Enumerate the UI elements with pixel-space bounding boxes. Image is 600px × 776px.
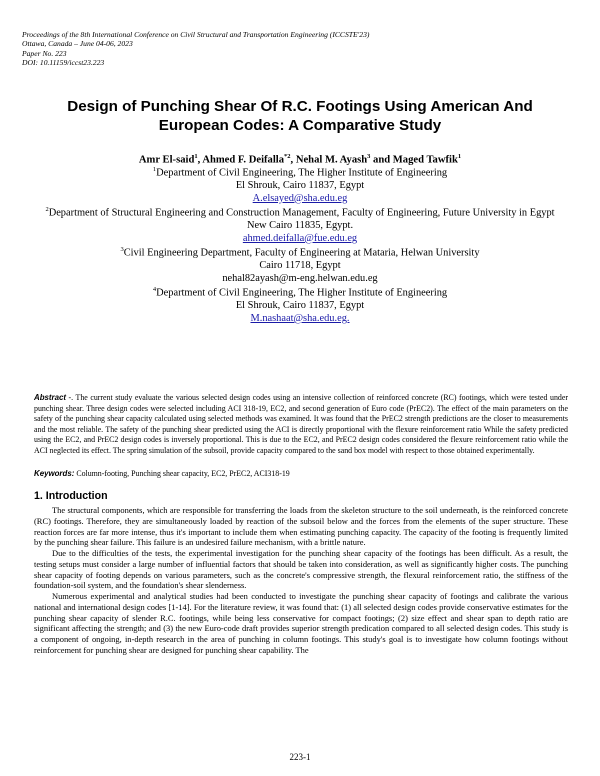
author-name: Amr El-said <box>138 154 195 166</box>
author-sup: 3 <box>367 153 371 160</box>
body-paragraph: The structural components, which are responsible for transferring the loads from the skeleton structure to the soil underneath, is the reinforced concrete (RC) footings. Therefore, they are simultaneously loaded by reaction of the subsoil below and the forces from the elements of the super structure. These reaction forces are far more intense, thus it's important to include them when estimating punching capacity. The capacity of the footing is frequently limited by the punching shear failure. This failure is an undesired failure mechanism, with a brittle nature. <box>34 505 568 548</box>
keywords-text: Column-footing, Punching shear capacity, EC2, PrEC2, ACI318-19 <box>76 469 290 478</box>
abstract <box>34 393 568 456</box>
page-number: 223-1 <box>289 752 311 762</box>
author-sup: 1 <box>457 153 462 160</box>
affiliation-4 <box>0 284 600 325</box>
section-body <box>34 505 568 656</box>
title-line-1: Design of Punching Shear Of R.C. Footings Using American And <box>67 98 533 115</box>
proceedings-header <box>22 30 582 68</box>
body-paragraph: Due to the difficulties of the tests, the experimental investigation for the punching shear capacity of the footings has been difficult. As a result, the testing setups must consider a large number of influential factors that should be taken into consideration, as well as significantly higher costs. The punching shear capacity of footing depends on various parameters, such as the concrete's compressive strength, the flexural reinforcement ratio, the stiffness of the foundation-soil system, and the foundation's shear slenderness. <box>34 548 568 591</box>
author-name: Ahmed F. Deifalla <box>202 154 285 166</box>
affiliation-line: Department of Structural Engineering and Construction Management, Faculty of Engineering, Future University in Egypt <box>48 207 555 219</box>
author-name: Maged Tawfik <box>392 154 458 166</box>
affiliation-3 <box>0 244 600 285</box>
affiliation-2 <box>0 204 600 245</box>
author-sep: and <box>370 154 393 166</box>
header-line-doi: DOI: 10.11159/iccst23.223 <box>22 58 105 68</box>
affiliation-1 <box>0 164 600 205</box>
email-link[interactable]: ahmed.deifalla@fue.edu.eg <box>242 232 358 244</box>
email-text[interactable]: nehal82ayash@m-eng.helwan.edu.eg <box>222 272 378 284</box>
affiliation-sup: 4 <box>152 286 157 293</box>
header-line-location: Ottawa, Canada – June 04-06, 2023 <box>22 39 133 49</box>
affiliation-line: Civil Engineering Department, Faculty of Engineering at Mataria, Helwan University <box>123 247 480 259</box>
author-sep: , <box>197 154 203 166</box>
header-line-conference: Proceedings of the 8th International Conference on Civil Structural and Transportation Engineering (ICCSTE'23) <box>22 30 370 39</box>
paper-title <box>40 97 560 135</box>
affiliation-line: Department of Civil Engineering, The Higher Institute of Engineering <box>156 287 448 299</box>
affiliation-line: Cairo 11718, Egypt <box>259 260 341 272</box>
affiliation-line: El Shrouk, Cairo 11837, Egypt <box>235 300 365 312</box>
abstract-label: Abstract <box>34 393 67 402</box>
author-sup: *2 <box>284 153 291 160</box>
keywords <box>34 469 568 479</box>
author-sup: 1 <box>194 153 198 160</box>
keywords-label: Keywords: <box>34 469 75 478</box>
section-heading: 1. Introduction <box>34 490 108 502</box>
author-sep: , <box>290 154 296 166</box>
affiliation-line: New Cairo 11835, Egypt. <box>246 220 354 232</box>
header-line-paper-no: Paper No. 223 <box>22 48 67 58</box>
affiliation-sup: 2 <box>45 206 49 213</box>
body-paragraph: Numerous experimental and analytical studies had been conducted to investigate the punching shear capacity of footings and calibrate the various national and international design codes [1-14]. For the literature review, it was found that: (1) all selected design codes provide conservative estimates for the punching shear capacity of slender R.C. footings, while being less conservative for compact footings; (2) size effect and shear span to depth ratio are significant affecting the strength; and (3) the new Euro-code draft provides superior strength predication compared to all selected design codes. This study is a component of ongoing, in-depth research in the area of punching in column footings. This study's goal is to investigate how column footings without reinforcement for punching shear are designed for punching shear capability. The <box>34 591 568 655</box>
title-line-2: European Codes: A Comparative Study <box>158 117 442 134</box>
affiliation-line: El Shrouk, Cairo 11837, Egypt <box>235 180 365 192</box>
affiliation-sup: 1 <box>152 166 157 173</box>
author-name: Nehal M. Ayash <box>295 154 368 166</box>
email-link[interactable]: M.nashaat@sha.edu.eg. <box>250 312 350 324</box>
abstract-text: -. The current study evaluate the various selected design codes using an intensive collection of reinforced concrete (RC) footings, which were tested under punching shear. Three design codes were selected including ACI 318-19, EC2, and second generation of Euro code (PrEC2). The effect of the main parameters on the safety of the punching shear capacity calculated using selected methods was examined. It was found that the PrEC2 strength predictions are the closer to measurements and the most reliable. The safety of the punching shear predicted using the ACI is directly proportional with the flexure reinforcement ratio While the safety predicted using the EC2, and PrEC2 design codes is inversely proportional. This is due to the EC2, and PrEC2 design codes considered the flexure reinforcement ratio while the ACI neglected its effect. The spring simulation of the subsoil, provide capacity compared to the sand box model with respect to those obtained experimentally. <box>34 393 568 455</box>
affiliation-line: Department of Civil Engineering, The Higher Institute of Engineering <box>156 167 448 179</box>
affiliation-sup: 3 <box>120 246 124 253</box>
email-link[interactable]: A.elsayed@sha.edu.eg <box>252 192 348 204</box>
